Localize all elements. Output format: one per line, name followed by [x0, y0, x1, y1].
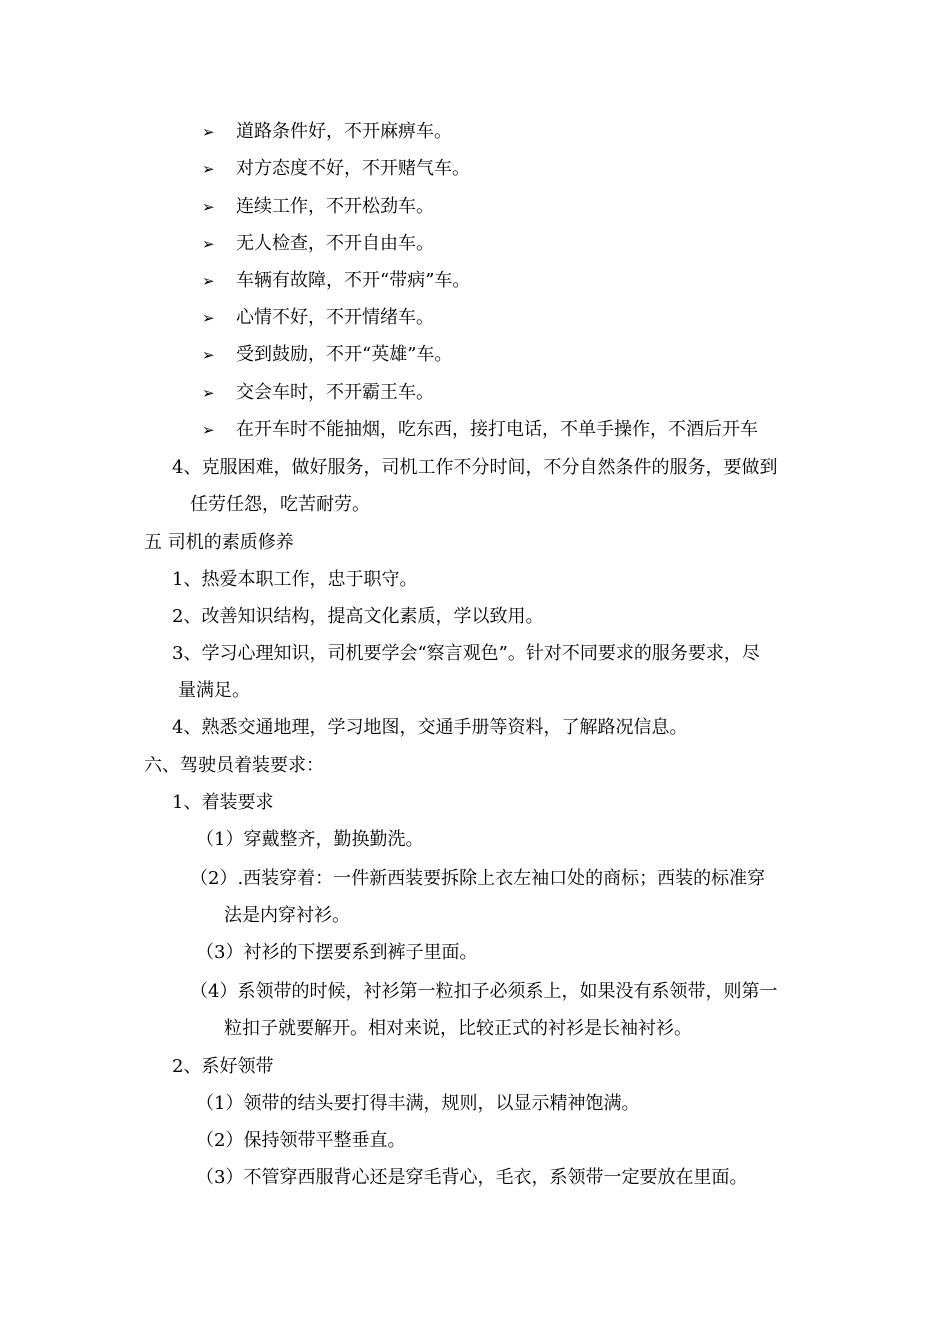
sub-item: （1）穿戴整齐，勤换勤洗。	[196, 829, 424, 850]
numbered-item: 1、热爱本职工作，忠于职守。	[172, 569, 418, 590]
sub-item: （2）.西装穿着：一件新西装要拆除上衣左袖口处的商标；西装的标准穿	[190, 868, 766, 889]
bullet-item	[202, 120, 452, 144]
arrow-bullet-icon: ➢	[202, 272, 215, 290]
numbered-item: 1、着装要求	[172, 792, 274, 813]
sub-item: （3）不管穿西服背心还是穿毛背心，毛衣，系领带一定要放在里面。	[196, 1167, 748, 1188]
numbered-item: 3、学习心理知识，司机要学会“察言观色”。针对不同要求的服务要求，尽	[172, 643, 760, 664]
bullet-text: 道路条件好，不开麻痹车。	[236, 121, 452, 142]
numbered-item-continuation: 任劳任怨，吃苦耐劳。	[190, 494, 370, 515]
sub-item: （3）衬衫的下摆要系到裤子里面。	[196, 942, 478, 963]
bullet-text: 对方态度不好，不开赌气车。	[236, 158, 470, 179]
sub-item-continuation: 粒扣子就要解开。相对来说，比较正式的衬衫是长袖衬衫。	[224, 1018, 692, 1039]
arrow-bullet-icon: ➢	[202, 198, 215, 216]
arrow-bullet-icon: ➢	[202, 346, 215, 364]
section-heading: 五 司机的素质修养	[144, 532, 294, 553]
sub-item: （1）领带的结头要打得丰满，规则，以显示精神饱满。	[196, 1093, 640, 1114]
bullet-item	[202, 232, 434, 256]
bullet-item	[202, 157, 470, 181]
bullet-text: 连续工作，不开松劲车。	[236, 196, 434, 217]
arrow-bullet-icon: ➢	[202, 384, 215, 402]
arrow-bullet-icon: ➢	[202, 309, 215, 327]
bullet-text: 交会车时，不开霸王车。	[236, 382, 434, 403]
bullet-text: 车辆有故障，不开“带病”车。	[236, 270, 471, 291]
numbered-item: 2、系好领带	[172, 1056, 274, 1077]
arrow-bullet-icon: ➢	[202, 160, 215, 178]
section-heading: 六、驾驶员着装要求：	[144, 755, 324, 776]
numbered-item: 2、改善知识结构，提高文化素质，学以致用。	[172, 606, 544, 627]
sub-item: （2）保持领带平整垂直。	[196, 1130, 406, 1151]
bullet-text: 在开车时不能抽烟，吃东西，接打电话，不单手操作，不酒后开车	[236, 419, 758, 440]
bullet-item	[202, 381, 434, 405]
sub-item-continuation: 法是内穿衬衫。	[224, 905, 350, 926]
arrow-bullet-icon: ➢	[202, 421, 215, 439]
arrow-bullet-icon: ➢	[202, 235, 215, 253]
arrow-bullet-icon: ➢	[202, 123, 215, 141]
bullet-text: 受到鼓励，不开“英雄”车。	[236, 344, 453, 365]
bullet-item	[202, 306, 434, 330]
bullet-text: 无人检查，不开自由车。	[236, 233, 434, 254]
bullet-text: 心情不好，不开情绪车。	[236, 307, 434, 328]
bullet-item	[202, 195, 434, 219]
numbered-item: 4、熟悉交通地理，学习地图，交通手册等资料，了解路况信息。	[172, 717, 688, 738]
bullet-item	[202, 343, 452, 367]
sub-item: （4）系领带的时候，衬衫第一粒扣子必须系上，如果没有系领带，则第一	[190, 981, 778, 1002]
numbered-item-continuation: 量满足。	[178, 680, 250, 701]
bullet-item	[202, 269, 470, 293]
numbered-item: 4、克服困难，做好服务，司机工作不分时间，不分自然条件的服务，要做到	[172, 457, 778, 478]
bullet-item	[202, 418, 758, 442]
